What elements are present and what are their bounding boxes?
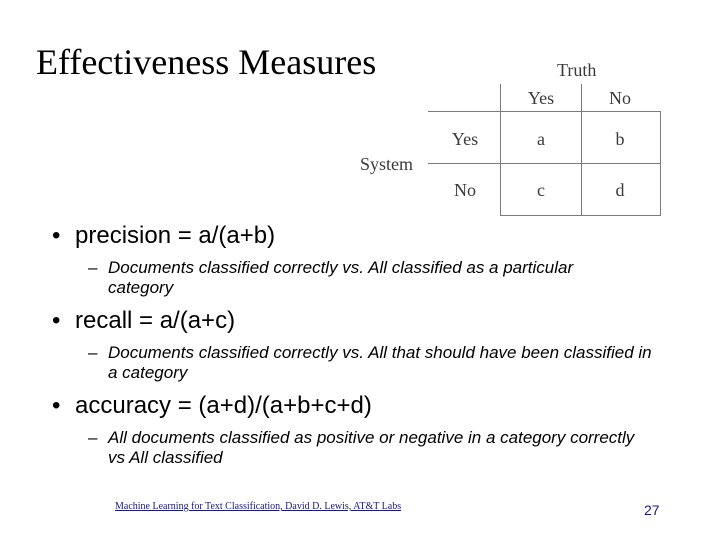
sub-bullet-text: All documents classified as positive or negative in a category correctly vs All classified <box>108 428 635 467</box>
dash-icon: – <box>88 258 98 277</box>
table-divider <box>500 84 501 215</box>
col-header-yes: Yes <box>527 88 555 108</box>
cell-a: a <box>537 129 545 149</box>
cell-d: d <box>615 180 625 200</box>
sub-bullet-text: Documents classified correctly vs. All classified as a particular category <box>108 258 574 297</box>
table-divider <box>500 215 661 216</box>
table-divider <box>660 111 661 215</box>
sub-bullet-text: Documents classified correctly vs. All that should have been classified in a category <box>108 343 652 382</box>
row-header-yes: Yes <box>451 129 479 149</box>
page-number: 27 <box>644 502 660 518</box>
truth-label: Truth <box>557 60 597 80</box>
table-divider <box>428 163 661 164</box>
system-label: System <box>360 154 414 174</box>
row-header-no: No <box>454 180 476 200</box>
cell-b: b <box>615 129 625 149</box>
table-divider <box>581 84 582 215</box>
bullet-text: recall = a/(a+c) <box>75 307 236 334</box>
bullet-icon: • <box>52 222 61 249</box>
bullet-icon: • <box>52 392 61 419</box>
table-divider <box>428 111 661 112</box>
dash-icon: – <box>88 428 98 447</box>
cell-c: c <box>537 180 545 200</box>
bullet-text: precision = a/(a+b) <box>75 222 276 249</box>
bullet-text: accuracy = (a+d)/(a+b+c+d) <box>75 392 372 419</box>
slide-title: Effectiveness Measures <box>36 42 377 82</box>
footer-link[interactable]: Machine Learning for Text Classification, David D. Lewis, AT&T Labs <box>115 501 402 512</box>
col-header-no: No <box>609 88 631 108</box>
bullet-icon: • <box>52 307 61 334</box>
dash-icon: – <box>88 343 98 362</box>
